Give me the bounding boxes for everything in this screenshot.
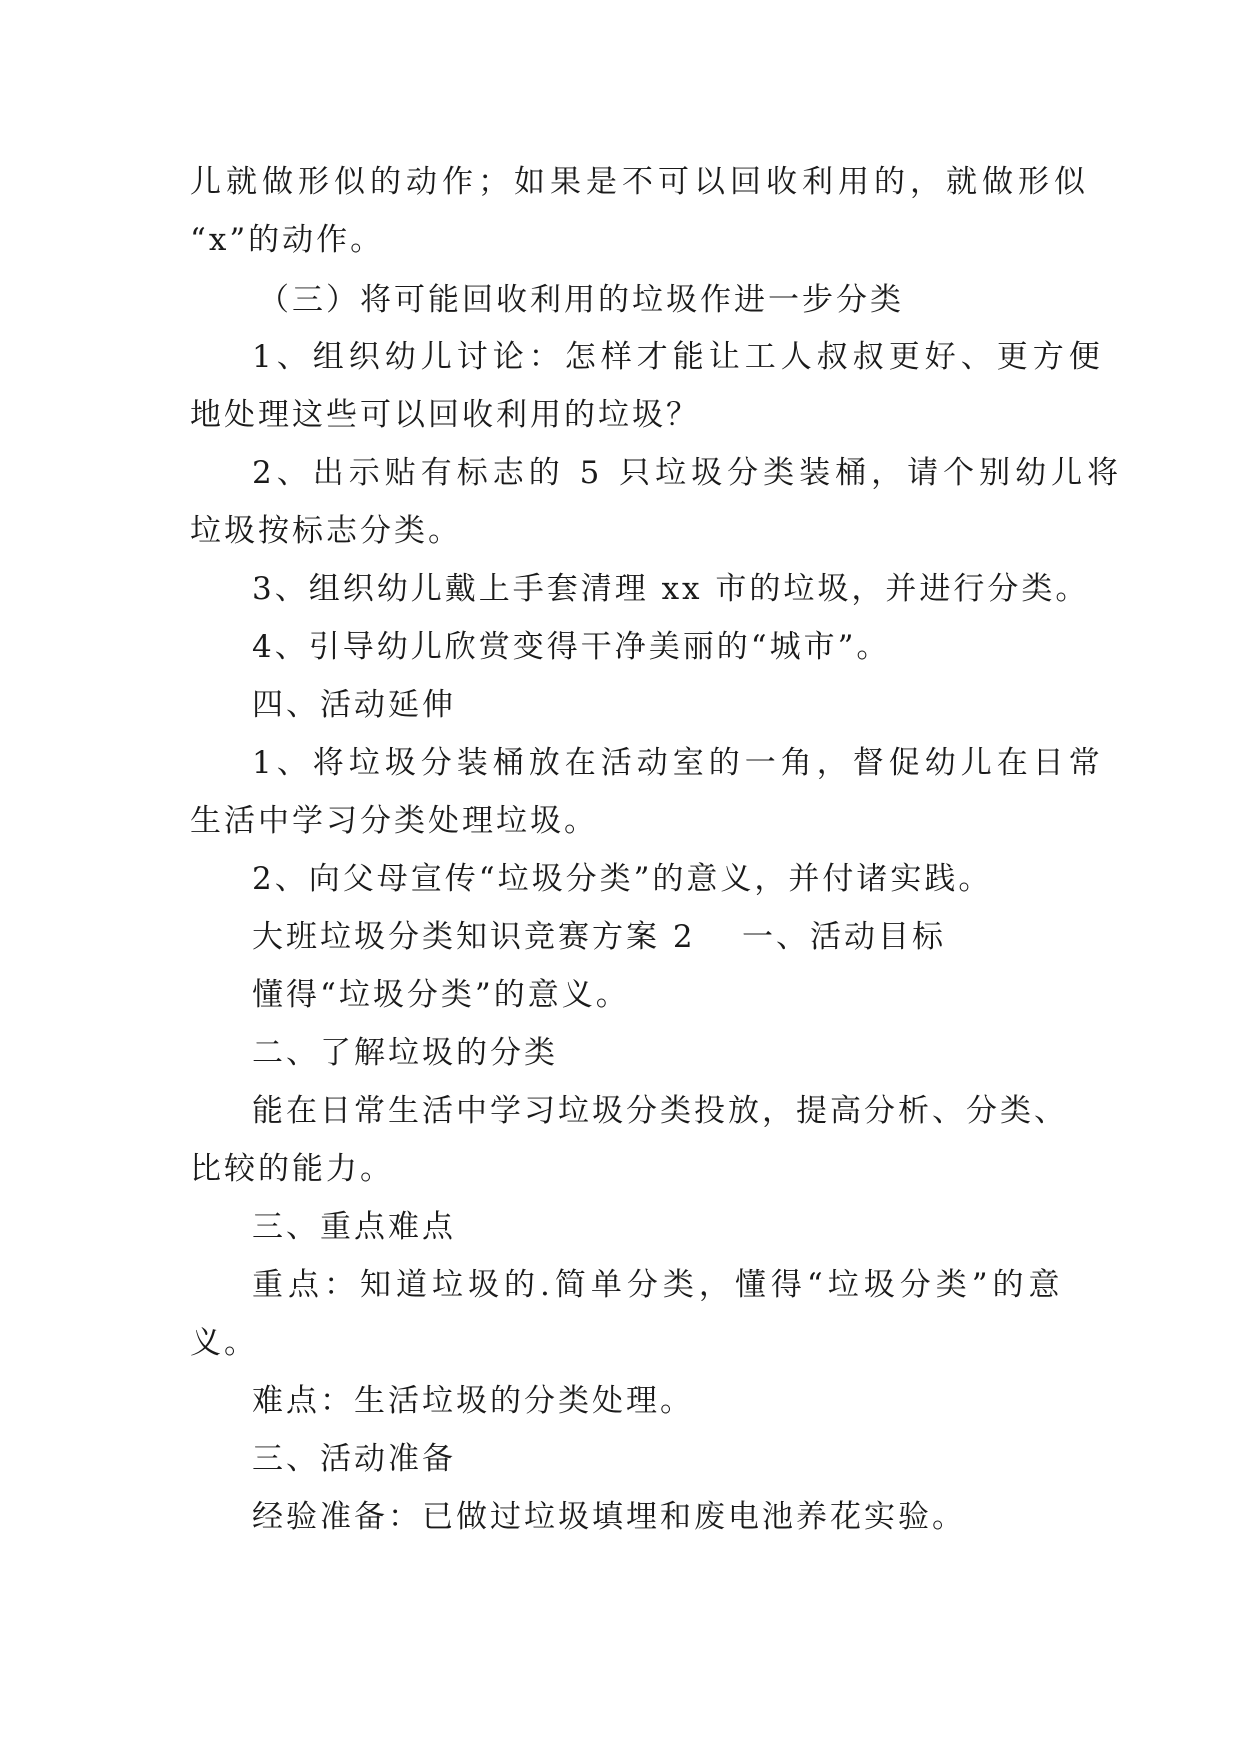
paragraph-line: 懂得“垃圾分类”的意义。	[252, 977, 630, 1013]
section-heading: （三）将可能回收利用的垃圾作进一步分类	[258, 282, 904, 318]
paragraph-line: 4、引导幼儿欣赏变得干净美丽的“城市”。	[252, 629, 891, 665]
section-heading: 一、活动目标	[742, 919, 946, 955]
paragraph-line: 经验准备：已做过垃圾填埋和废电池养花实验。	[252, 1499, 966, 1535]
document-title: 大班垃圾分类知识竞赛方案 2	[252, 919, 696, 955]
paragraph-line: 能在日常生活中学习垃圾分类投放，提高分析、分类、	[252, 1093, 1068, 1129]
paragraph-line: “x”的动作。	[190, 222, 385, 258]
paragraph-line: 生活中学习分类处理垃圾。	[190, 803, 598, 839]
paragraph-line: 比较的能力。	[190, 1151, 394, 1187]
paragraph-line: 1、组织幼儿讨论：怎样才能让工人叔叔更好、更方便	[252, 339, 1105, 375]
paragraph-line: 地处理这些可以回收利用的垃圾？	[190, 397, 700, 433]
paragraph-line: 义。	[190, 1325, 258, 1361]
paragraph-line: 3、组织幼儿戴上手套清理 xx 市的垃圾，并进行分类。	[252, 571, 1090, 607]
section-heading: 二、了解垃圾的分类	[252, 1035, 558, 1071]
paragraph-line: 垃圾按标志分类。	[190, 513, 462, 549]
paragraph-line: 2、向父母宣传“垃圾分类”的意义，并付诸实践。	[252, 861, 993, 897]
section-heading: 三、活动准备	[252, 1441, 456, 1477]
section-heading: 四、活动延伸	[252, 687, 456, 723]
paragraph-line: 重点：知道垃圾的.简单分类，懂得“垃圾分类”的意	[252, 1267, 1065, 1303]
paragraph-line: 2、出示贴有标志的 5 只垃圾分类装桶，请个别幼儿将	[252, 455, 1124, 491]
section-heading: 三、重点难点	[252, 1209, 456, 1245]
paragraph-line: 儿就做形似的动作；如果是不可以回收利用的，就做形似	[190, 164, 1090, 200]
paragraph-line: 1、将垃圾分装桶放在活动室的一角，督促幼儿在日常	[252, 745, 1105, 781]
paragraph-line: 难点：生活垃圾的分类处理。	[252, 1383, 694, 1419]
